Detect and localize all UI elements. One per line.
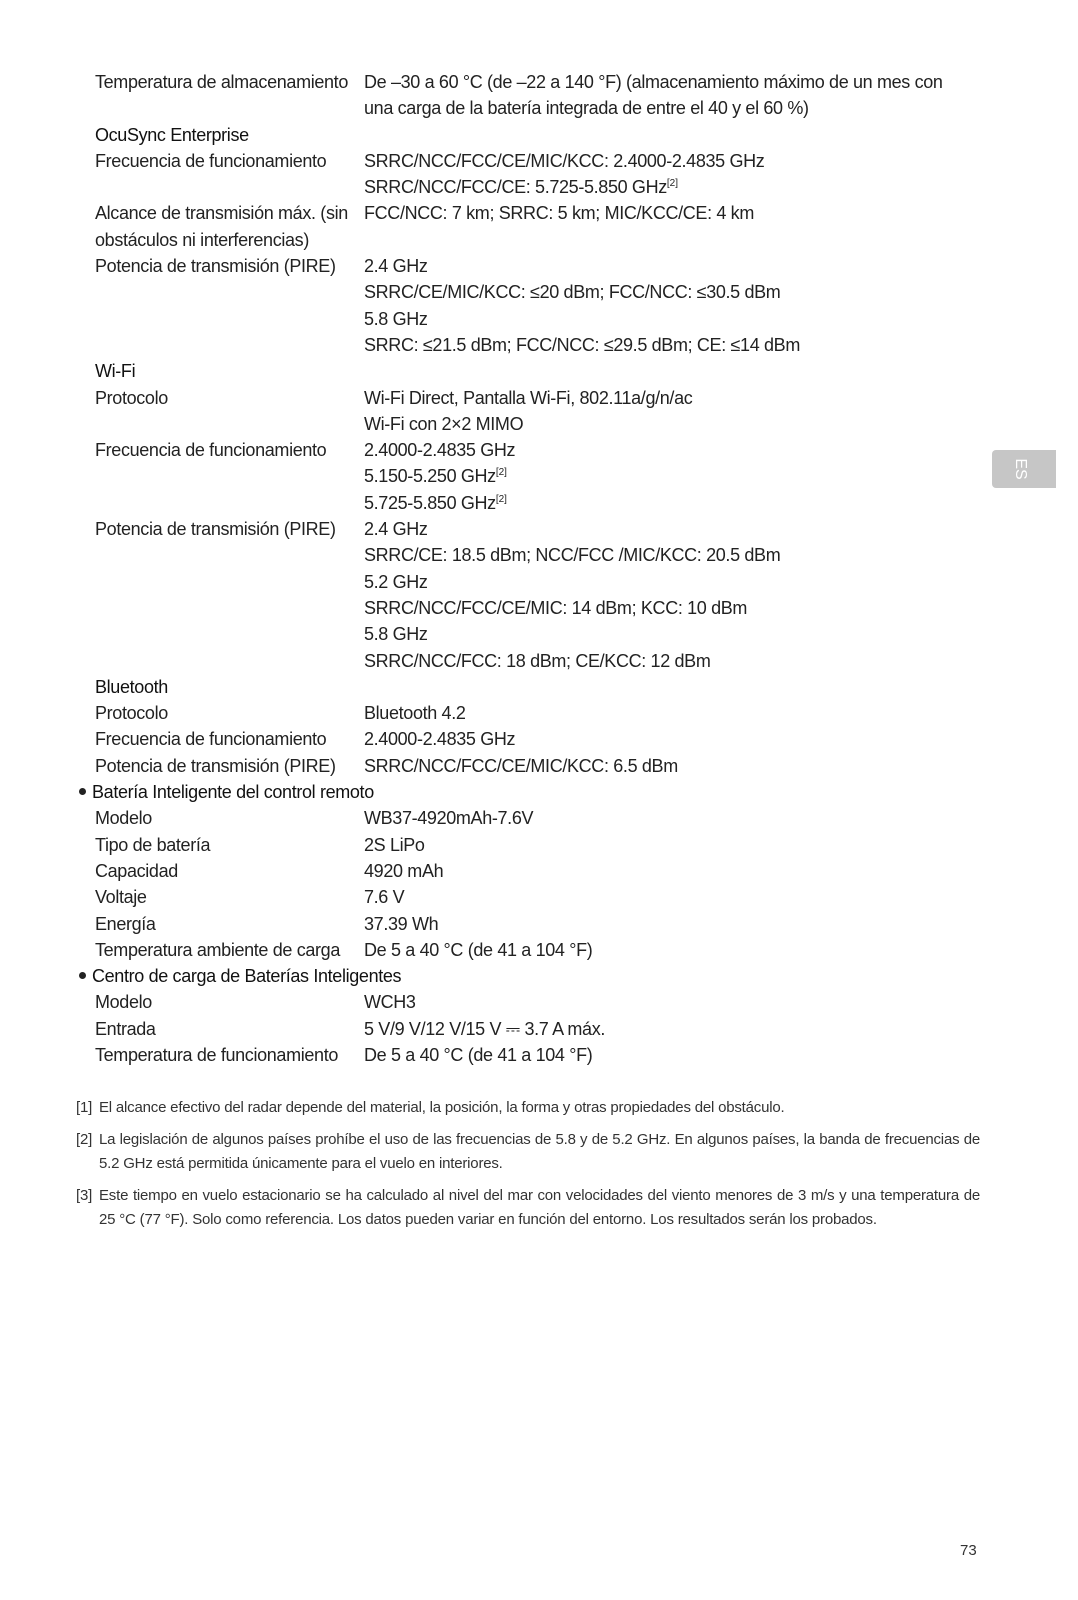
spec-value-line bbox=[364, 200, 1006, 226]
spec-value-line bbox=[364, 148, 1006, 174]
spec-value-line bbox=[364, 490, 1006, 516]
spec-value-text: WB37-4920mAh-7.6V bbox=[364, 808, 534, 829]
spec-value-line bbox=[364, 411, 1006, 437]
spec-value-line bbox=[364, 989, 1006, 1015]
spec-value-text: SRRC: ≤21.5 dBm; FCC/NCC: ≤29.5 dBm; CE: ≤14 dBm bbox=[364, 334, 800, 355]
spec-value-line bbox=[364, 385, 1006, 411]
spec-value-text: SRRC/CE/MIC/KCC: ≤20 dBm; FCC/NCC: ≤30.5 dBm bbox=[364, 282, 781, 303]
spec-value-text: Bluetooth 4.2 bbox=[364, 703, 466, 724]
spec-value bbox=[364, 69, 1006, 122]
group-title: Batería Inteligente del control remoto bbox=[92, 782, 374, 803]
footnote-text: El alcance efectivo del radar depende del material, la posición, la forma y otras propiedades del obstáculo. bbox=[99, 1099, 785, 1116]
spec-value-line bbox=[364, 332, 1006, 358]
spec-value bbox=[364, 516, 1006, 674]
spec-value-text: 5.8 GHz bbox=[364, 624, 428, 645]
spec-value bbox=[364, 437, 1006, 516]
spec-row bbox=[76, 700, 1006, 726]
spec-value-line bbox=[364, 726, 1006, 752]
spec-value bbox=[364, 753, 1006, 779]
spec-row bbox=[76, 884, 1006, 910]
footnote-text: La legislación de algunos países prohíbe el uso de las frecuencias de 5.8 y de 5.2 GHz. En algunos países, la banda de frecuencias de 5.2 GHz está permitida únicamente para el vuelo en interiores. bbox=[99, 1130, 980, 1172]
spec-label: Entrada bbox=[95, 1018, 156, 1039]
spec-label: Protocolo bbox=[95, 703, 168, 724]
spec-value-text: SRRC/NCC/FCC: 18 dBm; CE/KCC: 12 dBm bbox=[364, 650, 711, 671]
spec-group-heading bbox=[76, 779, 1006, 805]
spec-value bbox=[364, 858, 1006, 884]
spec-value-text: 2S LiPo bbox=[364, 834, 425, 855]
spec-section-heading bbox=[76, 122, 1006, 148]
spec-value-text: SRRC/CE: 18.5 dBm; NCC/FCC /MIC/KCC: 20.5 dBm bbox=[364, 545, 781, 566]
spec-value-text: SRRC/NCC/FCC/CE/MIC/KCC: 6.5 dBm bbox=[364, 755, 678, 776]
spec-label: Potencia de transmisión (PIRE) bbox=[95, 755, 336, 776]
spec-value bbox=[364, 726, 1006, 752]
spec-value-text: 5.8 GHz bbox=[364, 308, 428, 329]
spec-value-text: una carga de la batería integrada de entre el 40 y el 60 %) bbox=[364, 98, 809, 119]
footnote bbox=[76, 1128, 980, 1177]
footnotes bbox=[76, 1096, 980, 1240]
spec-row bbox=[76, 937, 1006, 963]
spec-value bbox=[364, 805, 1006, 831]
spec-value-line bbox=[364, 174, 1006, 200]
spec-value-text: 5.150-5.250 GHz bbox=[364, 466, 496, 487]
spec-value-line bbox=[364, 1042, 1006, 1068]
spec-value-text: 5.2 GHz bbox=[364, 571, 428, 592]
spec-row bbox=[76, 911, 1006, 937]
spec-label-line: obstáculos ni interferencias) bbox=[95, 229, 309, 250]
spec-value-line bbox=[364, 595, 1006, 621]
spec-label: Protocolo bbox=[95, 387, 168, 408]
spec-label: Energía bbox=[95, 913, 156, 934]
spec-value-text: De –30 a 60 °C (de –22 a 140 °F) (almacenamiento máximo de un mes con bbox=[364, 72, 943, 92]
spec-value bbox=[364, 989, 1006, 1015]
spec-section-heading bbox=[76, 358, 1006, 384]
spec-value-line bbox=[364, 805, 1006, 831]
spec-value bbox=[364, 911, 1006, 937]
spec-value-line bbox=[364, 1016, 1006, 1042]
spec-value bbox=[364, 253, 1006, 358]
bullet-icon bbox=[79, 972, 86, 979]
spec-value-line bbox=[364, 858, 1006, 884]
spec-value-line bbox=[364, 279, 1006, 305]
footnote-text: Este tiempo en vuelo estacionario se ha calculado al nivel del mar con velocidades del viento menores de 3 m/s y una temperatura de 25 °C (77 °F). Solo como referencia. Los datos pueden variar en función del entorno. Los resultados serán los probados. bbox=[99, 1186, 980, 1228]
spec-value-text: SRRC/NCC/FCC/CE/MIC: 14 dBm; KCC: 10 dBm bbox=[364, 597, 748, 618]
spec-row bbox=[76, 1016, 1006, 1042]
spec-value-text: Wi-Fi Direct, Pantalla Wi-Fi, 802.11a/g/n/ac bbox=[364, 387, 693, 408]
spec-value-line bbox=[364, 832, 1006, 858]
spec-label: Modelo bbox=[95, 992, 152, 1013]
spec-value-text: De 5 a 40 °C (de 41 a 104 °F) bbox=[364, 1044, 593, 1065]
spec-label: Frecuencia de funcionamiento bbox=[95, 440, 327, 461]
spec-value-text: SRRC/NCC/FCC/CE/MIC/KCC: 2.4000-2.4835 GHz bbox=[364, 150, 765, 171]
spec-label: Temperatura de funcionamiento bbox=[95, 1044, 339, 1065]
spec-row bbox=[76, 200, 1006, 253]
spec-value-text: 4920 mAh bbox=[364, 860, 444, 881]
spec-value-line bbox=[364, 937, 1006, 963]
spec-value-text: 2.4 GHz bbox=[364, 256, 428, 277]
spec-value bbox=[364, 200, 1006, 253]
spec-label: Potencia de transmisión (PIRE) bbox=[95, 519, 336, 540]
spec-label: Temperatura de almacenamiento bbox=[95, 72, 348, 92]
spec-row bbox=[76, 832, 1006, 858]
spec-group-heading bbox=[76, 963, 1006, 989]
spec-value bbox=[364, 937, 1006, 963]
spec-value-line bbox=[364, 95, 1006, 121]
spec-value-line bbox=[364, 253, 1006, 279]
footnote-reference: [2] bbox=[495, 467, 507, 479]
spec-value-line bbox=[364, 700, 1006, 726]
spec-value-text: 37.39 Wh bbox=[364, 913, 439, 934]
footnote-reference: [2] bbox=[666, 178, 679, 190]
spec-row bbox=[76, 989, 1006, 1015]
spec-label: Frecuencia de funcionamiento bbox=[95, 729, 327, 750]
spec-value bbox=[364, 832, 1006, 858]
footnote bbox=[76, 1096, 980, 1121]
spec-label: Frecuencia de funcionamiento bbox=[95, 150, 327, 171]
spec-value-line bbox=[364, 753, 1006, 779]
spec-list bbox=[76, 69, 1006, 1068]
footnote bbox=[76, 1184, 980, 1233]
spec-value-line bbox=[364, 542, 1006, 568]
spec-row bbox=[76, 69, 1006, 122]
spec-value-line bbox=[364, 516, 1006, 542]
spec-value-line bbox=[364, 306, 1006, 332]
spec-value-text: 2.4000-2.4835 GHz bbox=[364, 729, 516, 750]
spec-row bbox=[76, 385, 1006, 438]
spec-value-line bbox=[364, 911, 1006, 937]
spec-value bbox=[364, 148, 1006, 201]
spec-value bbox=[364, 385, 1006, 438]
section-title: Wi-Fi bbox=[95, 361, 136, 382]
spec-value-line bbox=[364, 437, 1006, 463]
spec-value bbox=[364, 1016, 1006, 1042]
spec-value-line bbox=[364, 621, 1006, 647]
spec-row bbox=[76, 726, 1006, 752]
spec-row bbox=[76, 148, 1006, 201]
spec-label: Capacidad bbox=[95, 860, 178, 881]
spec-label: Tipo de batería bbox=[95, 834, 211, 855]
footnote-number: [2] bbox=[76, 1130, 93, 1148]
spec-value-line bbox=[364, 569, 1006, 595]
section-title: Bluetooth bbox=[95, 676, 168, 697]
spec-row bbox=[76, 437, 1006, 516]
spec-value-text: 2.4 GHz bbox=[364, 519, 428, 540]
spec-value-text: 5 V/9 V/12 V/15 V ⎓ 3.7 A máx. bbox=[364, 1018, 606, 1039]
page-number: 73 bbox=[960, 1542, 977, 1559]
spec-row bbox=[76, 1042, 1006, 1068]
spec-value bbox=[364, 1042, 1006, 1068]
bullet-icon bbox=[79, 788, 86, 795]
spec-value-text: WCH3 bbox=[364, 992, 416, 1013]
spec-value-text: Wi-Fi con 2×2 MIMO bbox=[364, 413, 524, 434]
spec-value bbox=[364, 884, 1006, 910]
group-title: Centro de carga de Baterías Inteligentes bbox=[92, 966, 402, 987]
footnote-reference: [2] bbox=[495, 493, 507, 505]
spec-label bbox=[76, 200, 364, 253]
spec-label: Potencia de transmisión (PIRE) bbox=[95, 256, 336, 277]
footnote-number: [3] bbox=[76, 1186, 93, 1204]
footnote-number: [1] bbox=[76, 1099, 93, 1116]
spec-label: Temperatura ambiente de carga bbox=[95, 939, 340, 960]
spec-label: Voltaje bbox=[95, 887, 147, 908]
spec-value-line bbox=[364, 463, 1006, 489]
spec-row bbox=[76, 253, 1006, 358]
spec-value-text: 2.4000-2.4835 GHz bbox=[364, 440, 516, 461]
spec-value-line bbox=[364, 884, 1006, 910]
spec-row bbox=[76, 753, 1006, 779]
spec-section-heading bbox=[76, 674, 1006, 700]
spec-value-text: FCC/NCC: 7 km; SRRC: 5 km; MIC/KCC/CE: 4 km bbox=[364, 203, 754, 224]
spec-row bbox=[76, 858, 1006, 884]
spec-label: Modelo bbox=[95, 808, 152, 829]
spec-value-line bbox=[364, 648, 1006, 674]
spec-value-text: 5.725-5.850 GHz bbox=[364, 492, 496, 513]
spec-value-text: SRRC/NCC/FCC/CE: 5.725-5.850 GHz bbox=[364, 177, 667, 198]
language-tab[interactable] bbox=[992, 450, 1056, 488]
spec-value-line bbox=[364, 69, 1006, 95]
spec-row bbox=[76, 516, 1006, 674]
language-tab-label: ES bbox=[1012, 458, 1029, 480]
spec-row bbox=[76, 805, 1006, 831]
spec-label-line: Alcance de transmisión máx. (sin bbox=[95, 203, 348, 224]
spec-value-text: 7.6 V bbox=[364, 887, 405, 908]
spec-value bbox=[364, 700, 1006, 726]
spec-value-text: De 5 a 40 °C (de 41 a 104 °F) bbox=[364, 939, 593, 960]
section-title: OcuSync Enterprise bbox=[95, 124, 249, 145]
